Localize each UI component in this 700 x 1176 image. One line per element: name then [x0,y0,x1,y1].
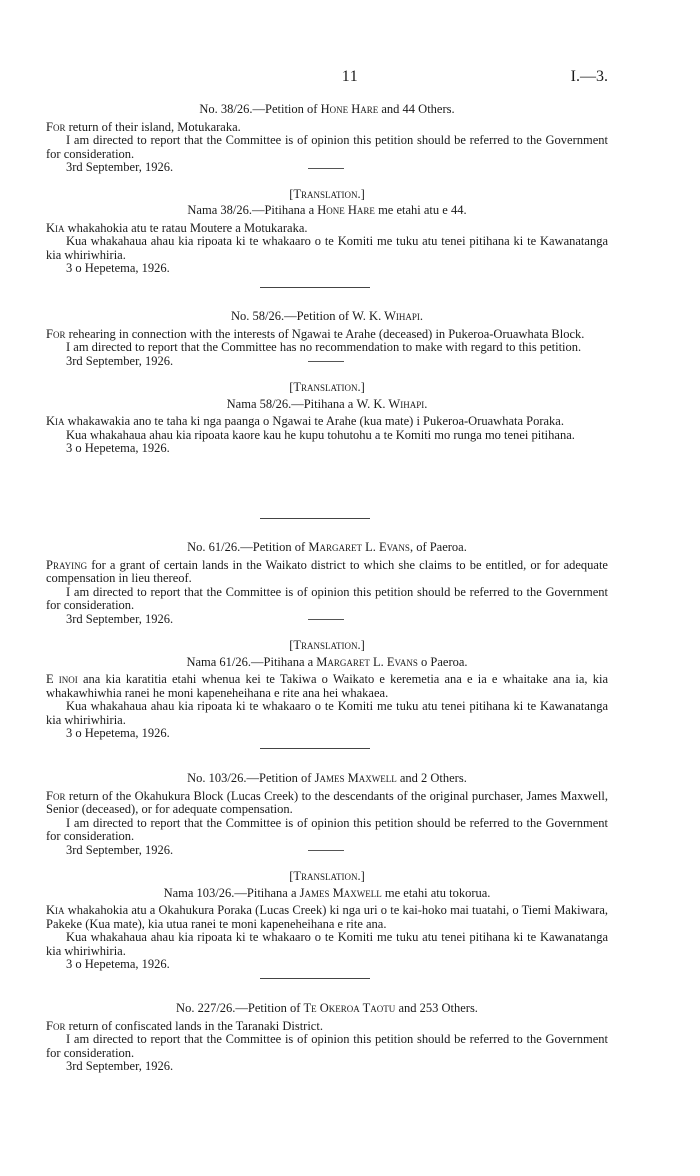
petition-number: No. 38/26. [199,102,253,116]
translation-prayer [46,904,608,931]
petition-103 [46,772,608,972]
petition-heading [46,103,608,117]
translation-report: Kua whakahaua ahau kia ripoata kaore kau he kupu tohutohu a te Komiti mo runga mo tenei pitihana. [66,427,575,442]
divider [308,619,344,627]
petition-number: No. 103/26. [187,771,247,785]
translation-prayer [46,673,608,700]
translation-label-text: [Translation.] [289,186,365,201]
heading-text: me etahi atu tokorua. [381,885,491,900]
translation-report: Kua whakahaua ahau kia ripoata ki te whakaaro o te Komiti me tuku atu tenei pitihana ki te Kawanatanga kia whiriwhiria. [46,930,608,958]
translation-heading [46,887,608,901]
translation-label-text: [Translation.] [289,380,365,394]
translation-label [46,188,608,202]
translation-date: 3 o Hepetema, 1926. [66,261,170,275]
translation-heading [46,398,608,412]
heading-text: . [424,396,428,411]
date: 3rd September, 1926. [66,842,174,857]
translation-label [46,870,608,884]
date: 3rd September, 1926. [66,1059,174,1073]
report: I am directed to report that the Committee is of opinion this petition should be referred to the Government for consideration. [46,815,608,843]
translation-date: 3 o Hepetema, 1926. [66,957,170,971]
translation-date: 3 o Hepetema, 1926. [66,726,170,740]
heading-text: —Petition of [284,309,353,323]
translation-report: Kua whakahaua ahau kia ripoata ki te whakaaro o te Komiti me tuku atu tenei pitihana ki te Kawanatanga kia whiriwhiria. [46,699,608,727]
petition-heading [46,1002,608,1016]
heading-text: —Petition of [240,540,309,554]
translation-label [46,381,608,395]
petitioner-name: Margaret L. Evans [316,654,418,669]
page-number: 11 [341,68,359,85]
heading-text: and 2 Others. [396,771,467,785]
prayer [46,790,608,817]
prayer-lead: E inoi [46,672,78,686]
prayer-lead: Praying [46,557,88,572]
section-divider [260,978,370,979]
prayer-text: rehearing in connection with the interests of Ngawai te Arahe (deceased) in Pukeroa-Oruawhata Block. [65,326,585,341]
heading-text: —Petition of [246,771,315,785]
petitioner-name: W. K. Wihapi [356,396,425,411]
heading-text: . [419,309,424,323]
divider [308,850,344,858]
heading-text: —Petition of [252,102,321,116]
prayer-text: return of their island, Motukaraka. [65,119,241,134]
translation-number: Nama 61/26. [186,654,252,669]
date: 3rd September, 1926. [66,160,174,174]
petitioner-name: Hone Hare [317,203,375,217]
translation-heading [46,204,608,218]
prayer-lead: Kia [46,220,65,235]
prayer-text: whakawakia ano te taha ki nga paanga o Ngawai te Arahe (kua mate) i Pukeroa-Oruawhata Poraka. [64,414,564,428]
divider [308,168,344,176]
prayer [46,559,608,586]
petitioner-name: James Maxwell [299,885,382,900]
section-divider [260,287,370,288]
petition-61 [46,541,608,741]
heading-text: —Pitihana a [234,885,300,900]
petitioner-name: Te Okeroa Taotu [303,1001,396,1015]
petition-38 [46,103,608,276]
prayer-text: return of confiscated lands in the Taranaki District. [65,1018,323,1033]
heading-text: and 253 Others. [395,1001,478,1015]
translation-number: Nama 103/26. [163,885,235,900]
prayer-lead: Kia [46,414,65,428]
petitioner-name: Margaret L. Evans [308,540,410,554]
prayer-text: whakahokia atu a Okahukura Poraka (Lucas Creek) ki nga uri o te kai-hoko mai tuatahi, o Tiemi Makiwara, Pakeke (Kua mate), kia utua ranei te moni kapeneheihana e rite ana. [46,903,608,931]
section-divider [260,518,370,519]
heading-text: —Pitihana a [291,396,357,411]
divider [308,361,344,369]
heading-text: , of Paeroa. [409,540,467,554]
heading-text: —Pitihana a [251,654,317,669]
petitioner-name: Hone Hare [320,102,379,116]
report: I am directed to report that the Committee is of opinion this petition should be referred to the Government for consideration. [46,584,608,612]
petition-227 [46,1002,608,1074]
translation-report: Kua whakahaua ahau kia ripoata ki te whakaaro o te Komiti me tuku atu tenei pitihana ki te Kawanatanga kia whiriwhiria. [46,234,608,262]
prayer-lead: Kia [46,903,65,917]
heading-text: and 44 Others. [378,102,455,116]
prayer [46,121,608,135]
document-reference: I.—3. [570,68,608,85]
translation-prayer [46,415,608,429]
heading-text: —Pitihana a [251,203,318,217]
translation-label-text: [Translation.] [289,869,365,883]
prayer-text: for a grant of certain lands in the Waikato district to which she claims to be entitled, or for adequate compensation in lieu thereof. [46,557,608,585]
prayer-text: return of the Okahukura Block (Lucas Creek) to the descendants of the original purchaser, James Maxwell, Senior (deceased), or for adequate compensation. [46,788,608,816]
translation-date: 3 o Hepetema, 1926. [66,441,170,455]
report: I am directed to report that the Committee is of opinion this petition should be referred to the Government for consideration. [46,133,608,161]
translation-number: Nama 58/26. [226,396,292,411]
prayer-text: ana kia karatitia etahi whenua kei te Takiwa o Waikato e keremetia ana e ia e whaitake ana ia, kia whakawhiwhia ranei he moni kapeneheihana e rite ana hei whakaea. [46,672,608,700]
prayer-lead: For [46,788,66,803]
translation-heading [46,656,608,670]
heading-text: —Petition of [235,1001,304,1015]
report: I am directed to report that the Committee is of opinion this petition should be referred to the Government for consideration. [46,1032,608,1060]
petition-heading [46,310,608,324]
petitioner-name: James Maxwell [314,771,397,785]
prayer [46,328,608,342]
petition-58 [46,310,608,456]
date: 3rd September, 1926. [66,353,174,368]
prayer-text: whakahokia atu te ratau Moutere a Motukaraka. [64,220,308,235]
prayer [46,1020,608,1034]
heading-text: o Paeroa. [417,654,468,669]
section-divider [260,748,370,749]
translation-prayer [46,222,608,236]
petition-number: No. 61/26. [187,540,241,554]
translation-number: Nama 38/26. [187,203,252,217]
translation-label [46,639,608,653]
petitioner-name: W. K. Wihapi [352,309,420,323]
petition-heading [46,772,608,786]
heading-text: me etahi atu e 44. [374,203,467,217]
petition-heading [46,541,608,555]
translation-label-text: [Translation.] [289,638,365,652]
report: I am directed to report that the Committee has no recommendation to make with regard to this petition. [66,340,582,354]
petition-number: No. 227/26. [176,1001,236,1015]
date: 3rd September, 1926. [66,611,174,626]
prayer-lead: For [46,119,66,134]
prayer-lead: For [46,1018,66,1033]
prayer-lead: For [46,326,66,341]
petition-number: No. 58/26. [230,309,285,323]
